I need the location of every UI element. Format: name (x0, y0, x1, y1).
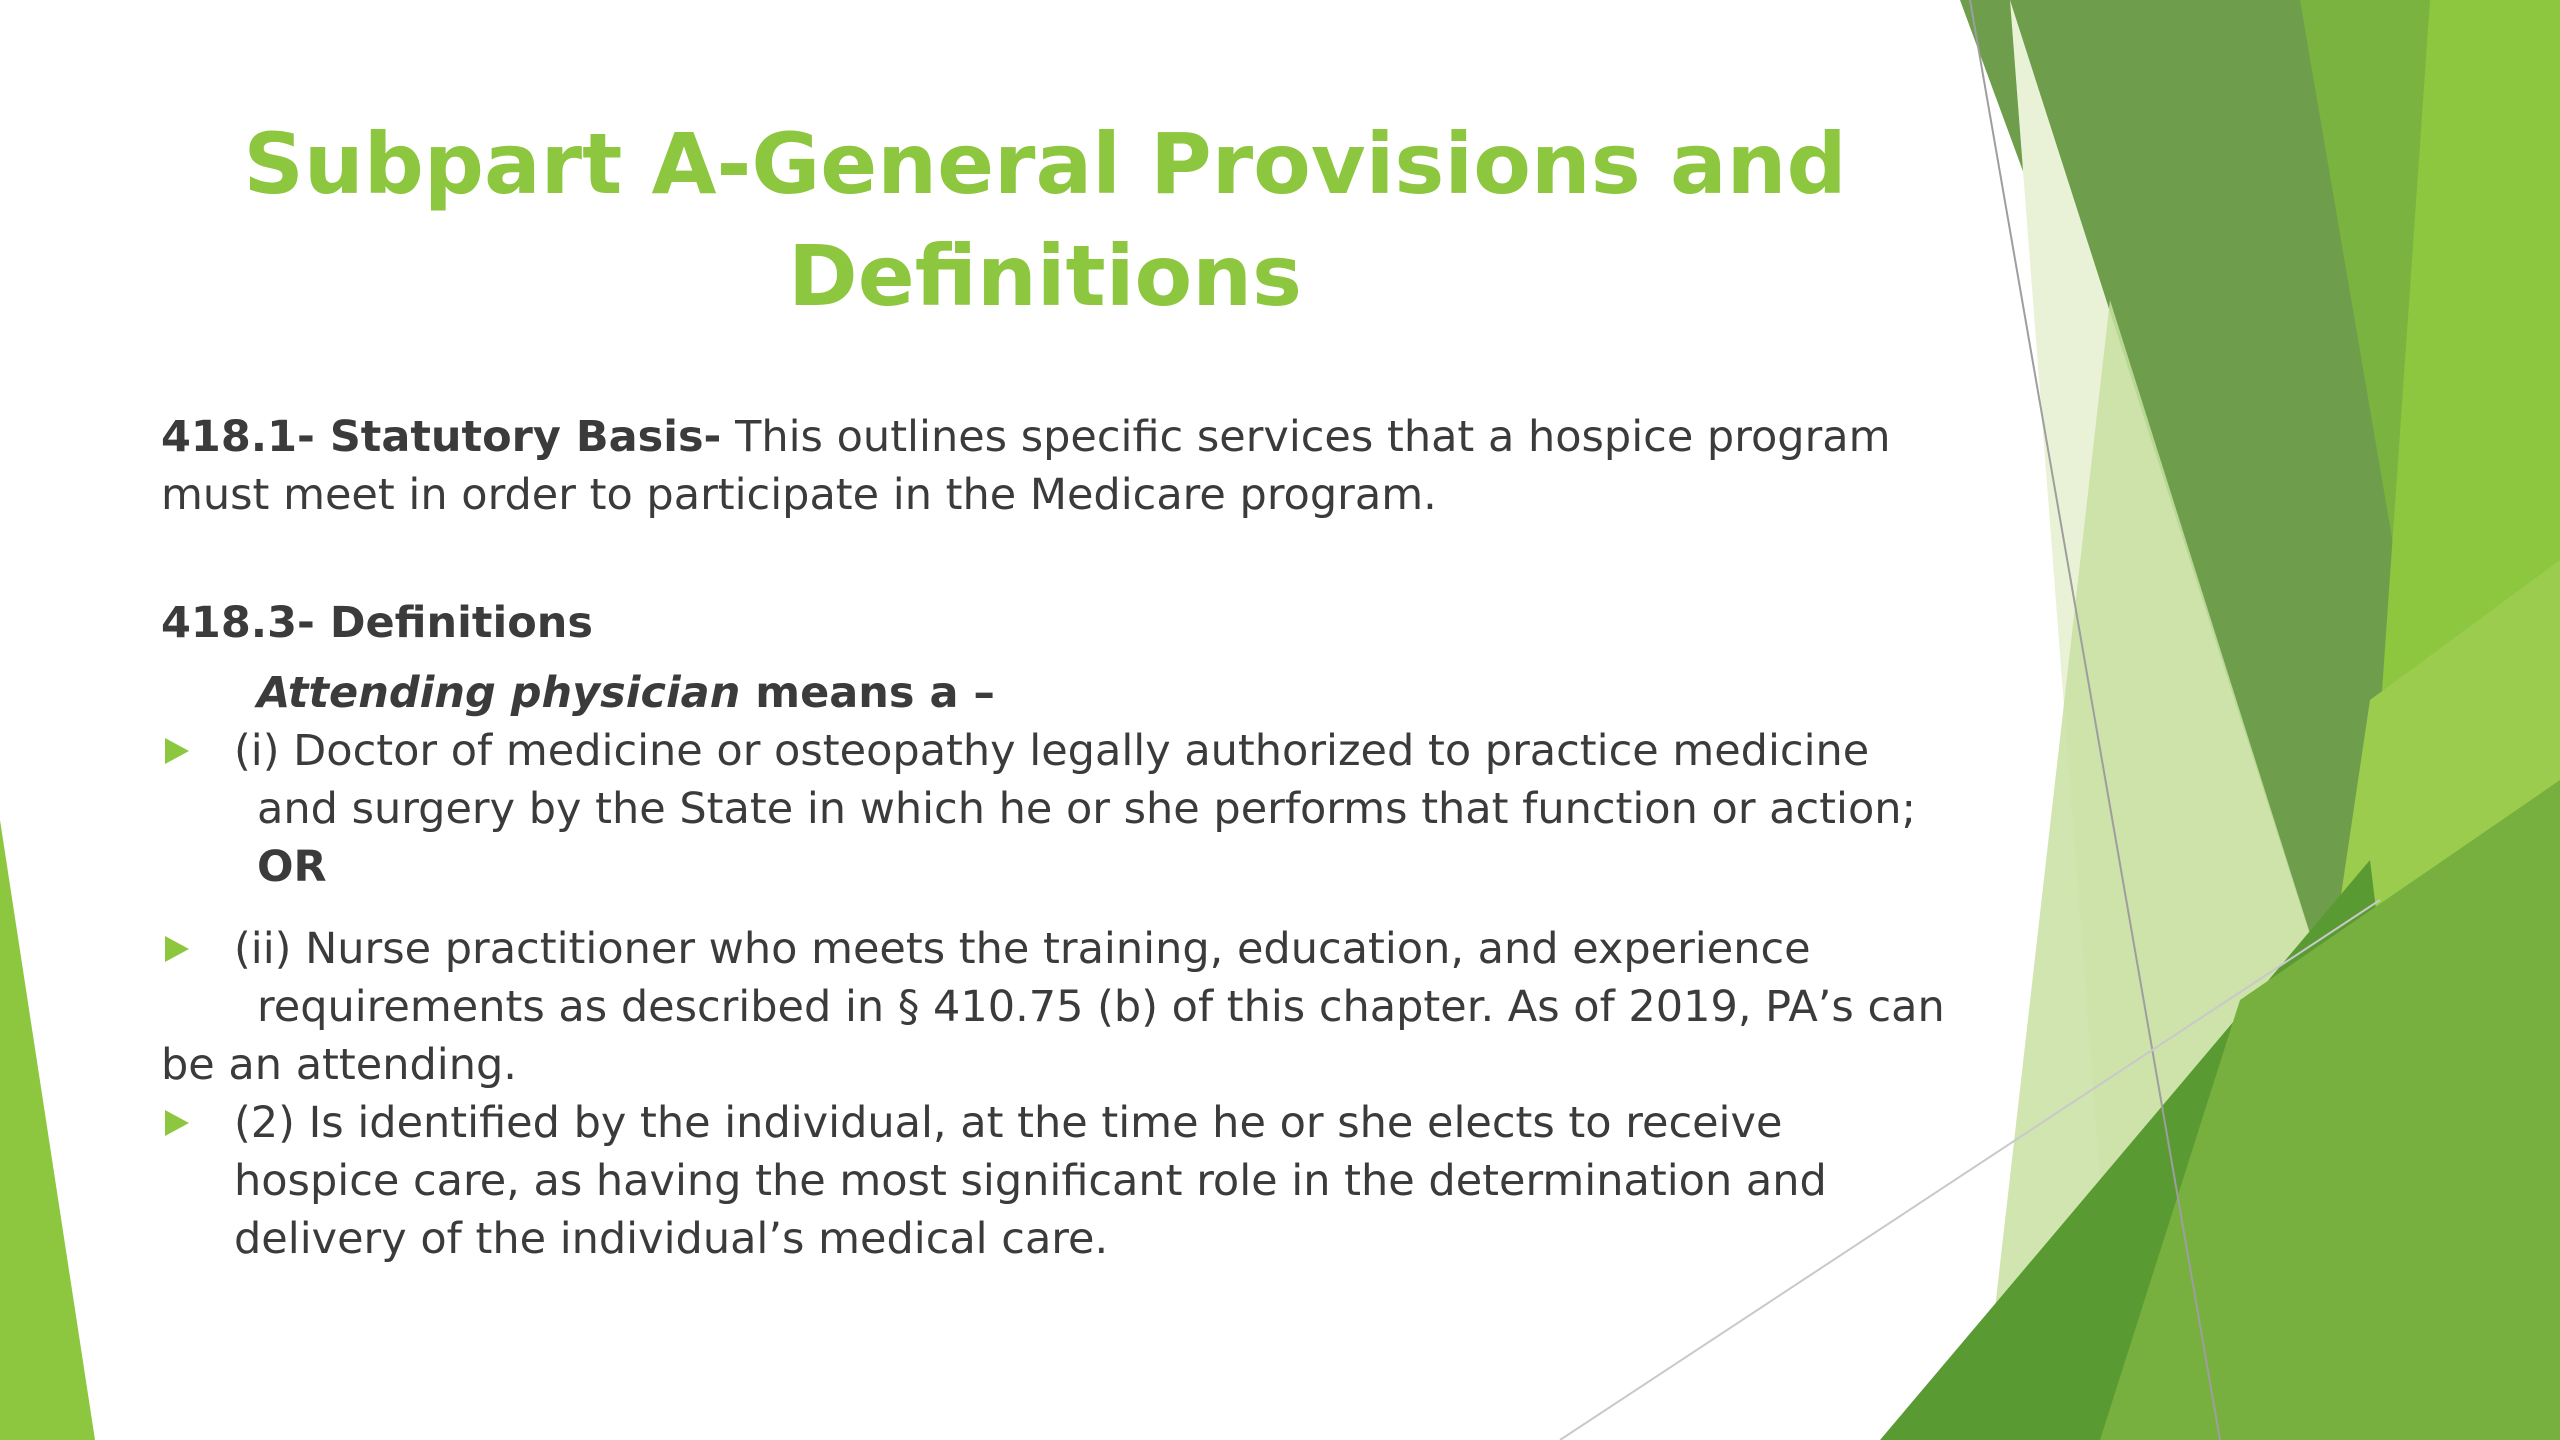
definitions-heading: 418.3- Definitions (161, 598, 593, 648)
bullet-3-line-3: delivery of the individual’s medical care. (234, 1214, 1109, 1264)
bullet-1-line-3: OR (257, 842, 327, 892)
bullet-3-line-2: hospice care, as having the most significant role in the determination and (234, 1156, 1827, 1206)
bullet-3-line-1: (2) Is identified by the individual, at the time he or she elects to receive (234, 1098, 1783, 1148)
statutory-text-line-1: This outlines specific services that a hospice program (721, 412, 1891, 462)
bullet-1-line-1: (i) Doctor of medicine or osteopathy legally authorized to practice medicine (234, 726, 1870, 776)
list-item (161, 722, 1961, 896)
list-item (161, 920, 1961, 1094)
list-item (161, 1094, 1961, 1268)
slide-body (161, 408, 1961, 1268)
right-triangle-bullet-icon (165, 936, 189, 962)
right-triangle-bullet-icon (165, 738, 189, 764)
slide-title (160, 108, 1930, 332)
definition-means: means a – (740, 668, 995, 718)
definition-term: Attending physician (257, 668, 741, 718)
title-line-2: Definitions (787, 227, 1302, 325)
right-triangle-bullet-icon (165, 1110, 189, 1136)
statutory-text-line-2: must meet in order to participate in the Medicare program. (161, 470, 1437, 520)
bullet-2-line-2: requirements as described in § 410.75 (b) of this chapter. As of 2019, PA’s can (257, 982, 1945, 1032)
statutory-basis-paragraph (161, 408, 1961, 524)
left-edge-shape (0, 820, 95, 1440)
title-line-1: Subpart A-General Provisions and (243, 115, 1847, 213)
bullet-2-line-1: (ii) Nurse practitioner who meets the training, education, and experience (234, 924, 1811, 974)
definition-intro (161, 664, 1961, 722)
bullet-2-line-3: be an attending. (161, 1040, 517, 1090)
statutory-basis-label: 418.1- Statutory Basis- (161, 412, 722, 462)
definition-bullet-list (161, 722, 1961, 1268)
bullet-1-line-2: and surgery by the State in which he or she performs that function or action; (257, 784, 1917, 834)
